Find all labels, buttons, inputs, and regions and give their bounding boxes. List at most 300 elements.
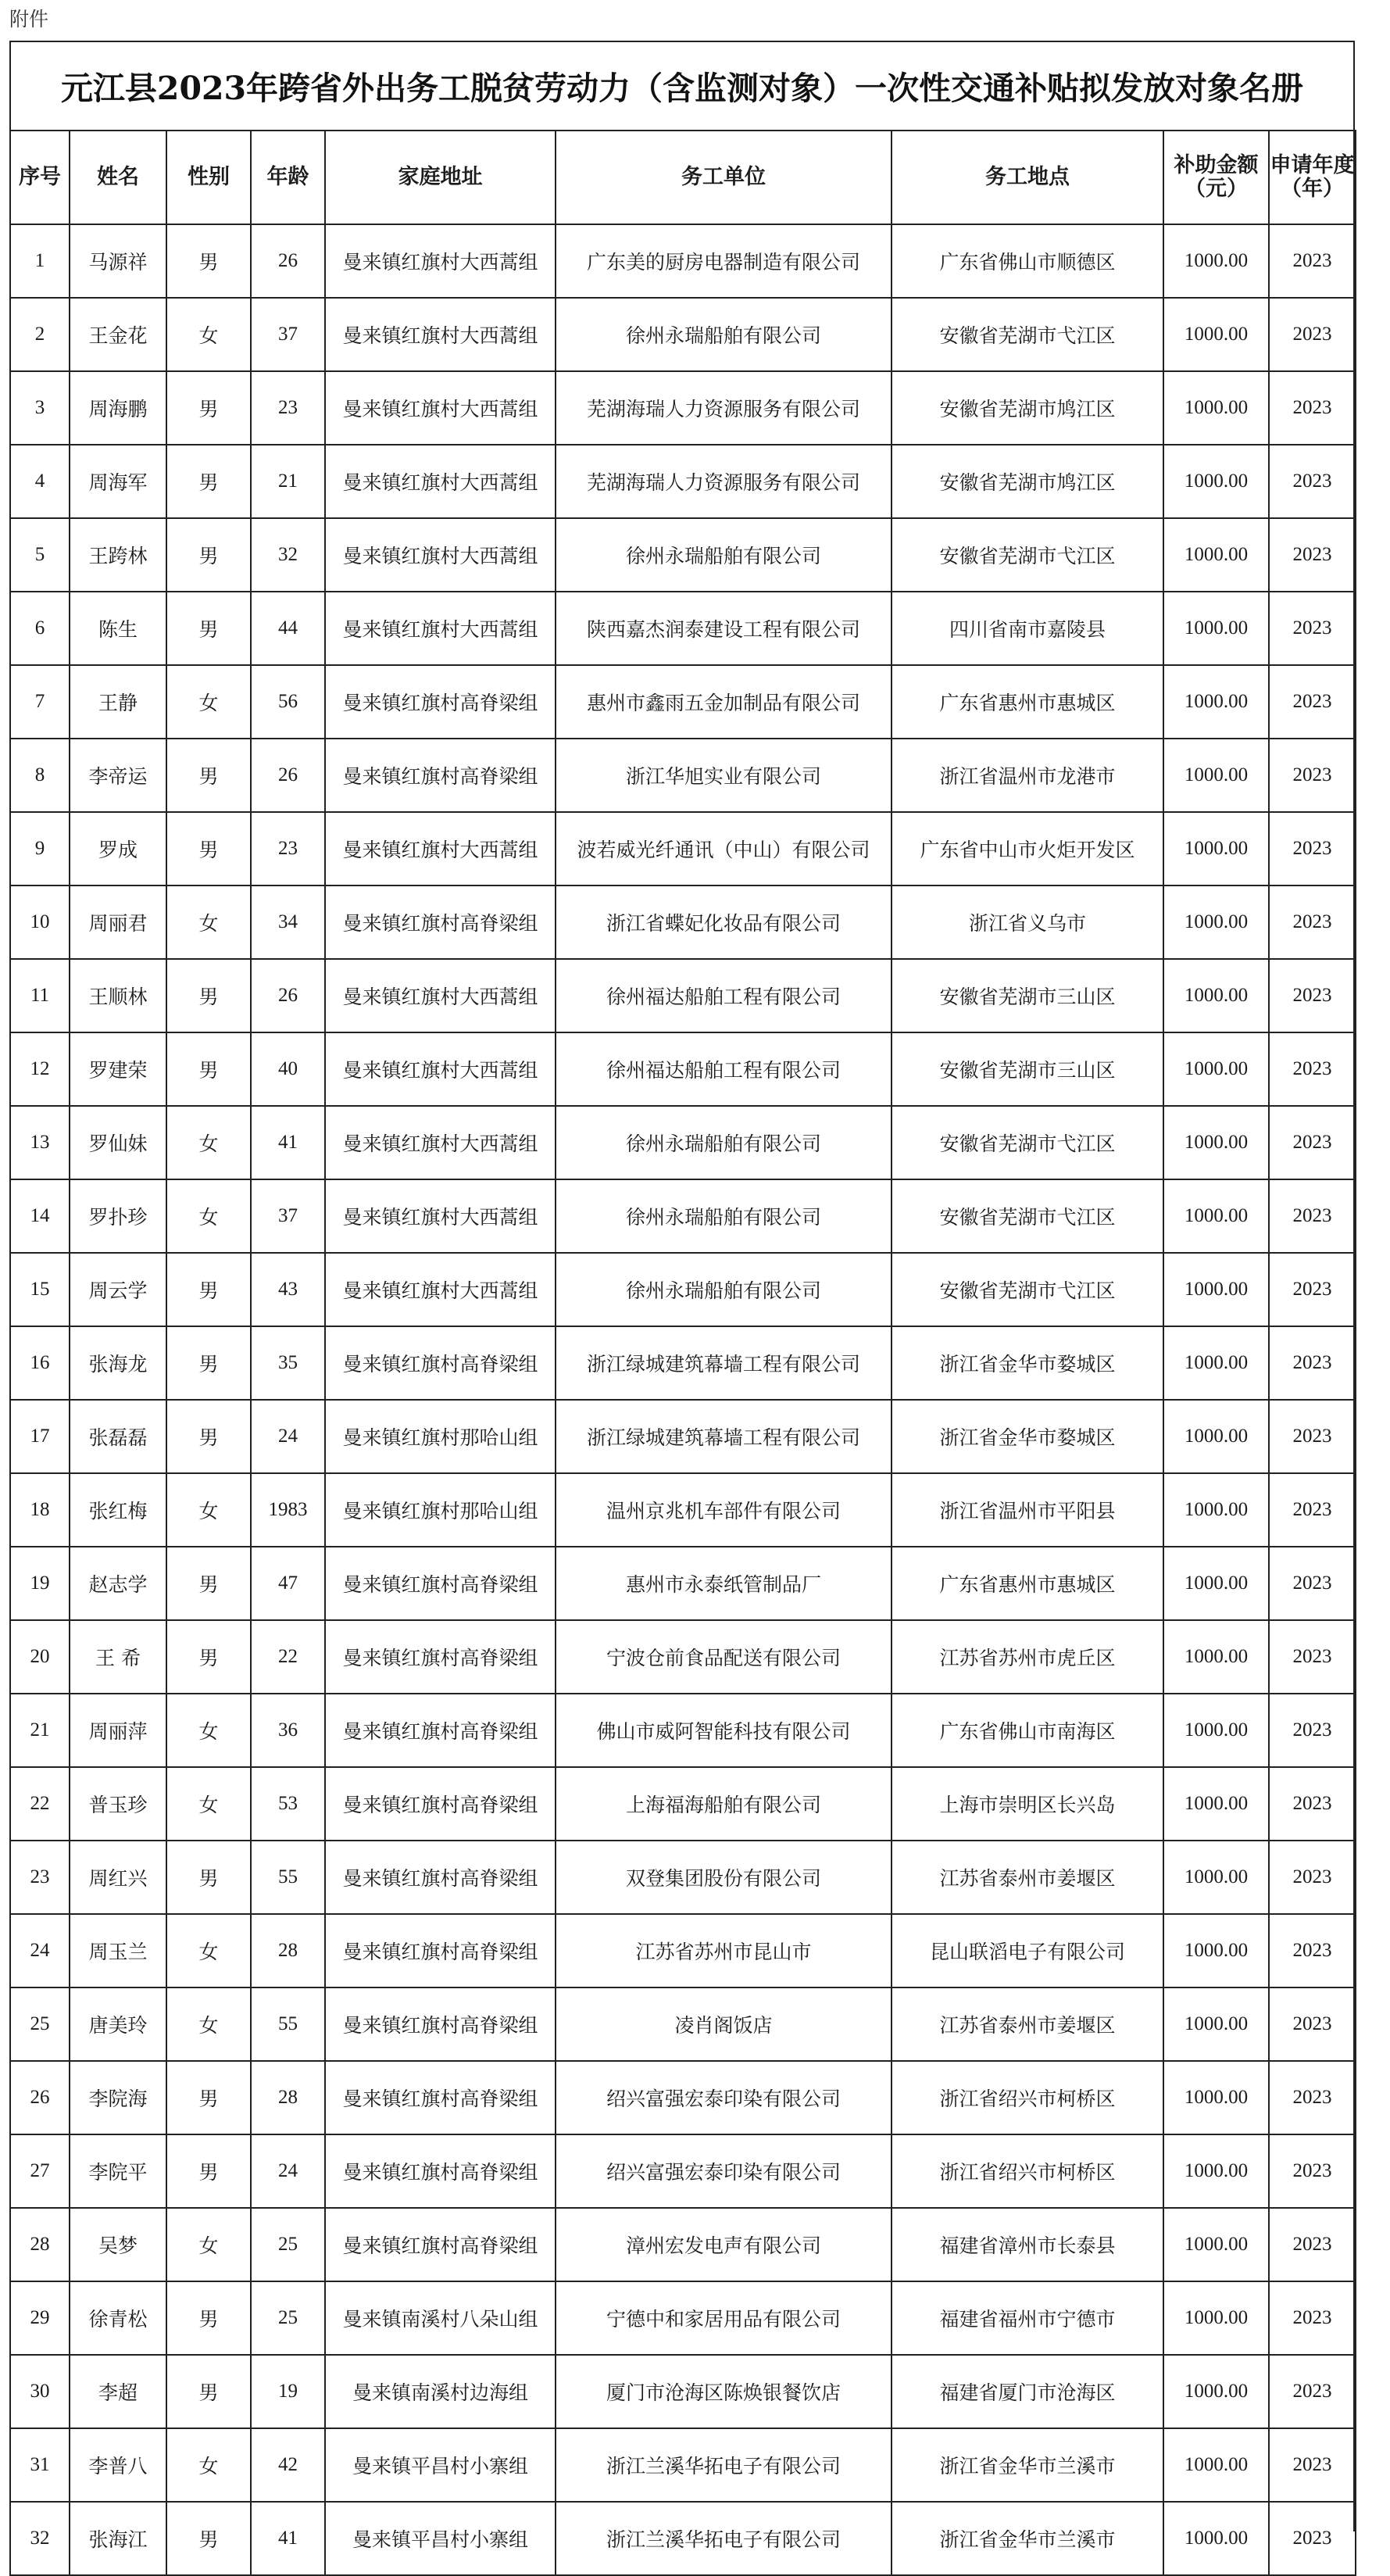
cell-amount: 1000.00 [1163,2061,1269,2134]
cell-address: 曼来镇红旗村高脊梁组 [325,739,556,812]
table-row [10,2281,1356,2355]
table-row [10,1400,1356,1473]
cell-company: 广东美的厨房电器制造有限公司 [556,224,892,298]
cell-address: 曼来镇平昌村小寨组 [325,2502,556,2575]
cell-year: 2023 [1269,298,1356,371]
cell-address: 曼来镇红旗村高脊梁组 [325,1841,556,1914]
cell-address: 曼来镇红旗村高脊梁组 [325,2061,556,2134]
cell-seq: 32 [10,2502,70,2575]
cell-gender: 男 [166,2281,251,2355]
cell-year: 2023 [1269,1620,1356,1694]
cell-amount: 1000.00 [1163,886,1269,959]
cell-age: 21 [251,445,325,518]
cell-year: 2023 [1269,1253,1356,1326]
cell-year: 2023 [1269,1841,1356,1914]
cell-age: 1983 [251,1473,325,1547]
cell-seq: 6 [10,592,70,665]
cell-address: 曼来镇红旗村高脊梁组 [325,1914,556,1987]
cell-company: 浙江省蝶妃化妆品有限公司 [556,886,892,959]
cell-gender: 男 [166,592,251,665]
cell-location: 浙江省金华市兰溪市 [892,2502,1163,2575]
cell-location: 浙江省金华市婺城区 [892,1400,1163,1473]
cell-name: 张磊磊 [70,1400,166,1473]
cell-company: 徐州永瑞船舶有限公司 [556,1106,892,1179]
cell-age: 44 [251,592,325,665]
cell-location: 安徽省芜湖市三山区 [892,959,1163,1032]
cell-name: 王 希 [70,1620,166,1694]
cell-name: 周红兴 [70,1841,166,1914]
cell-seq: 17 [10,1400,70,1473]
cell-location: 广东省佛山市顺德区 [892,224,1163,298]
cell-location: 安徽省芜湖市弋江区 [892,1179,1163,1253]
table-row [10,1106,1356,1179]
cell-seq: 18 [10,1473,70,1547]
cell-name: 李普八 [70,2428,166,2502]
cell-address: 曼来镇红旗村大西蒿组 [325,1032,556,1106]
cell-address: 曼来镇红旗村高脊梁组 [325,2208,556,2281]
cell-year: 2023 [1269,518,1356,592]
cell-gender: 男 [166,2061,251,2134]
cell-company: 浙江兰溪华拓电子有限公司 [556,2502,892,2575]
cell-location: 昆山联滔电子有限公司 [892,1914,1163,1987]
cell-company: 徐州永瑞船舶有限公司 [556,298,892,371]
cell-address: 曼来镇红旗村大西蒿组 [325,298,556,371]
table-row [10,1326,1356,1400]
cell-amount: 1000.00 [1163,1326,1269,1400]
cell-address: 曼来镇红旗村大西蒿组 [325,518,556,592]
document-title: 元江县2023年跨省外出务工脱贫劳动力（含监测对象）一次性交通补贴拟发放对象名册 [60,69,1304,107]
cell-location: 安徽省芜湖市鸠江区 [892,445,1163,518]
cell-amount: 1000.00 [1163,1032,1269,1106]
cell-year: 2023 [1269,1106,1356,1179]
cell-amount: 1000.00 [1163,1767,1269,1841]
table-row [10,1841,1356,1914]
cell-seq: 29 [10,2281,70,2355]
cell-age: 34 [251,886,325,959]
cell-address: 曼来镇红旗村高脊梁组 [325,665,556,739]
table-row [10,1987,1356,2061]
cell-amount: 1000.00 [1163,1473,1269,1547]
cell-year: 2023 [1269,2502,1356,2575]
cell-gender: 女 [166,1106,251,1179]
cell-location: 浙江省温州市平阳县 [892,1473,1163,1547]
cell-gender: 男 [166,2502,251,2575]
cell-amount: 1000.00 [1163,1987,1269,2061]
cell-name: 周云学 [70,1253,166,1326]
cell-gender: 男 [166,518,251,592]
cell-seq: 22 [10,1767,70,1841]
table-row [10,812,1356,886]
table-row [10,739,1356,812]
cell-amount: 1000.00 [1163,2208,1269,2281]
cell-address: 曼来镇南溪村边海组 [325,2355,556,2428]
cell-address: 曼来镇红旗村高脊梁组 [325,886,556,959]
table-row [10,2428,1356,2502]
cell-address: 曼来镇红旗村高脊梁组 [325,1767,556,1841]
cell-gender: 女 [166,2428,251,2502]
cell-location: 福建省漳州市长泰县 [892,2208,1163,2281]
cell-company: 厦门市沧海区陈焕银餐饮店 [556,2355,892,2428]
cell-amount: 1000.00 [1163,1253,1269,1326]
header-location: 务工地点 [892,131,1163,224]
cell-name: 普玉珍 [70,1767,166,1841]
cell-gender: 女 [166,1767,251,1841]
cell-company: 徐州永瑞船舶有限公司 [556,1179,892,1253]
cell-name: 赵志学 [70,1547,166,1620]
cell-name: 周丽萍 [70,1694,166,1767]
cell-age: 37 [251,1179,325,1253]
cell-year: 2023 [1269,1547,1356,1620]
cell-age: 42 [251,2428,325,2502]
cell-age: 43 [251,1253,325,1326]
table-row [10,959,1356,1032]
cell-gender: 女 [166,665,251,739]
cell-location: 浙江省金华市兰溪市 [892,2428,1163,2502]
cell-year: 2023 [1269,592,1356,665]
cell-gender: 男 [166,812,251,886]
cell-seq: 15 [10,1253,70,1326]
table-row [10,886,1356,959]
table-row [10,1767,1356,1841]
cell-company: 凌肖阁饭店 [556,1987,892,2061]
cell-year: 2023 [1269,1400,1356,1473]
cell-age: 53 [251,1767,325,1841]
cell-year: 2023 [1269,2061,1356,2134]
cell-year: 2023 [1269,2355,1356,2428]
cell-name: 李帝运 [70,739,166,812]
cell-location: 四川省南市嘉陵县 [892,592,1163,665]
table-body [10,224,1356,2575]
cell-age: 55 [251,1987,325,2061]
header-year: 申请年度（年） [1269,131,1356,224]
cell-year: 2023 [1269,1767,1356,1841]
cell-location: 广东省中山市火炬开发区 [892,812,1163,886]
cell-seq: 7 [10,665,70,739]
cell-name: 罗扑珍 [70,1179,166,1253]
cell-name: 王静 [70,665,166,739]
cell-year: 2023 [1269,959,1356,1032]
cell-company: 漳州宏发电声有限公司 [556,2208,892,2281]
cell-seq: 10 [10,886,70,959]
cell-company: 宁德中和家居用品有限公司 [556,2281,892,2355]
cell-age: 41 [251,2502,325,2575]
cell-amount: 1000.00 [1163,665,1269,739]
cell-name: 李超 [70,2355,166,2428]
table-row [10,224,1356,298]
cell-gender: 男 [166,959,251,1032]
cell-gender: 男 [166,371,251,445]
cell-company: 陕西嘉杰润泰建设工程有限公司 [556,592,892,665]
cell-amount: 1000.00 [1163,1694,1269,1767]
cell-address: 曼来镇红旗村高脊梁组 [325,1620,556,1694]
cell-amount: 1000.00 [1163,1547,1269,1620]
cell-address: 曼来镇红旗村那哈山组 [325,1473,556,1547]
cell-company: 双登集团股份有限公司 [556,1841,892,1914]
cell-seq: 13 [10,1106,70,1179]
cell-location: 安徽省芜湖市三山区 [892,1032,1163,1106]
cell-company: 波若威光纤通讯（中山）有限公司 [556,812,892,886]
cell-company: 佛山市威阿智能科技有限公司 [556,1694,892,1767]
cell-age: 37 [251,298,325,371]
cell-amount: 1000.00 [1163,371,1269,445]
cell-address: 曼来镇红旗村高脊梁组 [325,1694,556,1767]
table-row [10,1620,1356,1694]
cell-address: 曼来镇红旗村大西蒿组 [325,1253,556,1326]
cell-company: 浙江绿城建筑幕墙工程有限公司 [556,1400,892,1473]
cell-name: 周海军 [70,445,166,518]
cell-name: 王顺林 [70,959,166,1032]
cell-amount: 1000.00 [1163,2355,1269,2428]
table-row [10,2061,1356,2134]
cell-seq: 20 [10,1620,70,1694]
cell-amount: 1000.00 [1163,518,1269,592]
cell-location: 安徽省芜湖市鸠江区 [892,371,1163,445]
cell-seq: 31 [10,2428,70,2502]
cell-company: 惠州市永泰纸管制品厂 [556,1547,892,1620]
cell-seq: 30 [10,2355,70,2428]
cell-age: 28 [251,1914,325,1987]
table-row [10,1179,1356,1253]
cell-gender: 女 [166,886,251,959]
cell-company: 徐州永瑞船舶有限公司 [556,1253,892,1326]
header-gender: 性别 [166,131,251,224]
cell-amount: 1000.00 [1163,959,1269,1032]
cell-company: 徐州永瑞船舶有限公司 [556,518,892,592]
cell-amount: 1000.00 [1163,1620,1269,1694]
cell-name: 周玉兰 [70,1914,166,1987]
cell-address: 曼来镇红旗村大西蒿组 [325,224,556,298]
cell-amount: 1000.00 [1163,739,1269,812]
cell-location: 安徽省芜湖市弋江区 [892,1106,1163,1179]
cell-gender: 男 [166,1032,251,1106]
header-amount: 补助金额（元） [1163,131,1269,224]
table-row [10,1694,1356,1767]
cell-name: 罗成 [70,812,166,886]
cell-name: 李院平 [70,2134,166,2208]
cell-gender: 女 [166,1694,251,1767]
table-row [10,2355,1356,2428]
cell-seq: 28 [10,2208,70,2281]
cell-location: 广东省惠州市惠城区 [892,665,1163,739]
cell-amount: 1000.00 [1163,445,1269,518]
cell-age: 41 [251,1106,325,1179]
header-address: 家庭地址 [325,131,556,224]
header-name: 姓名 [70,131,166,224]
cell-age: 36 [251,1694,325,1767]
cell-name: 周海鹏 [70,371,166,445]
cell-company: 徐州福达船舶工程有限公司 [556,1032,892,1106]
header-company: 务工单位 [556,131,892,224]
cell-age: 25 [251,2208,325,2281]
cell-location: 安徽省芜湖市弋江区 [892,518,1163,592]
cell-name: 周丽君 [70,886,166,959]
cell-address: 曼来镇红旗村高脊梁组 [325,2134,556,2208]
cell-company: 绍兴富强宏泰印染有限公司 [556,2134,892,2208]
cell-name: 王金花 [70,298,166,371]
cell-location: 福建省厦门市沧海区 [892,2355,1163,2428]
cell-seq: 8 [10,739,70,812]
cell-address: 曼来镇红旗村高脊梁组 [325,1326,556,1400]
cell-year: 2023 [1269,371,1356,445]
cell-gender: 男 [166,1620,251,1694]
cell-company: 徐州福达船舶工程有限公司 [556,959,892,1032]
cell-amount: 1000.00 [1163,2281,1269,2355]
cell-name: 罗仙妹 [70,1106,166,1179]
cell-gender: 女 [166,1473,251,1547]
cell-location: 福建省福州市宁德市 [892,2281,1163,2355]
cell-gender: 女 [166,1179,251,1253]
cell-year: 2023 [1269,1326,1356,1400]
cell-seq: 3 [10,371,70,445]
table-row [10,1914,1356,1987]
cell-company: 江苏省苏州市昆山市 [556,1914,892,1987]
cell-address: 曼来镇红旗村大西蒿组 [325,812,556,886]
cell-address: 曼来镇南溪村八朵山组 [325,2281,556,2355]
cell-seq: 24 [10,1914,70,1987]
cell-location: 上海市崇明区长兴岛 [892,1767,1163,1841]
cell-seq: 14 [10,1179,70,1253]
cell-amount: 1000.00 [1163,1914,1269,1987]
cell-year: 2023 [1269,886,1356,959]
cell-address: 曼来镇红旗村大西蒿组 [325,1179,556,1253]
table-row [10,1473,1356,1547]
cell-gender: 男 [166,1326,251,1400]
cell-gender: 女 [166,1987,251,2061]
cell-company: 绍兴富强宏泰印染有限公司 [556,2061,892,2134]
cell-gender: 女 [166,2208,251,2281]
cell-name: 张海龙 [70,1326,166,1400]
cell-name: 罗建荣 [70,1032,166,1106]
cell-address: 曼来镇红旗村大西蒿组 [325,445,556,518]
cell-address: 曼来镇红旗村高脊梁组 [325,1987,556,2061]
cell-gender: 男 [166,224,251,298]
table-row [10,2208,1356,2281]
attachment-label: 附件 [9,8,49,30]
cell-year: 2023 [1269,1694,1356,1767]
cell-address: 曼来镇红旗村高脊梁组 [325,1547,556,1620]
cell-age: 26 [251,224,325,298]
cell-amount: 1000.00 [1163,1841,1269,1914]
cell-gender: 男 [166,1253,251,1326]
table-row [10,298,1356,371]
cell-year: 2023 [1269,812,1356,886]
cell-location: 江苏省泰州市姜堰区 [892,1841,1163,1914]
cell-gender: 男 [166,2134,251,2208]
cell-year: 2023 [1269,2134,1356,2208]
cell-age: 24 [251,1400,325,1473]
cell-seq: 16 [10,1326,70,1400]
cell-name: 王跨林 [70,518,166,592]
cell-year: 2023 [1269,1914,1356,1987]
cell-age: 35 [251,1326,325,1400]
cell-company: 宁波仓前食品配送有限公司 [556,1620,892,1694]
cell-seq: 5 [10,518,70,592]
cell-gender: 男 [166,2355,251,2428]
cell-location: 浙江省绍兴市柯桥区 [892,2061,1163,2134]
cell-seq: 21 [10,1694,70,1767]
cell-gender: 男 [166,445,251,518]
header-age: 年龄 [251,131,325,224]
cell-year: 2023 [1269,1987,1356,2061]
cell-seq: 27 [10,2134,70,2208]
cell-company: 芜湖海瑞人力资源服务有限公司 [556,371,892,445]
table-row [10,445,1356,518]
cell-year: 2023 [1269,224,1356,298]
cell-year: 2023 [1269,665,1356,739]
cell-year: 2023 [1269,445,1356,518]
cell-year: 2023 [1269,739,1356,812]
cell-seq: 2 [10,298,70,371]
cell-age: 26 [251,739,325,812]
cell-seq: 9 [10,812,70,886]
table-row [10,1032,1356,1106]
cell-age: 56 [251,665,325,739]
cell-address: 曼来镇红旗村那哈山组 [325,1400,556,1473]
cell-name: 徐青松 [70,2281,166,2355]
cell-name: 陈生 [70,592,166,665]
cell-age: 40 [251,1032,325,1106]
cell-amount: 1000.00 [1163,812,1269,886]
table-row [10,2134,1356,2208]
cell-year: 2023 [1269,1179,1356,1253]
cell-seq: 1 [10,224,70,298]
cell-seq: 26 [10,2061,70,2134]
cell-seq: 23 [10,1841,70,1914]
cell-gender: 女 [166,1914,251,1987]
cell-amount: 1000.00 [1163,224,1269,298]
cell-address: 曼来镇红旗村大西蒿组 [325,592,556,665]
header-seq: 序号 [10,131,70,224]
cell-company: 温州京兆机车部件有限公司 [556,1473,892,1547]
table-row [10,371,1356,445]
cell-name: 张海江 [70,2502,166,2575]
cell-name: 唐美玲 [70,1987,166,2061]
subsidy-roster-table [9,130,1356,2576]
cell-amount: 1000.00 [1163,592,1269,665]
cell-address: 曼来镇红旗村大西蒿组 [325,959,556,1032]
cell-age: 23 [251,371,325,445]
cell-amount: 1000.00 [1163,1106,1269,1179]
cell-company: 浙江华旭实业有限公司 [556,739,892,812]
cell-location: 广东省惠州市惠城区 [892,1547,1163,1620]
cell-company: 芜湖海瑞人力资源服务有限公司 [556,445,892,518]
cell-location: 广东省佛山市南海区 [892,1694,1163,1767]
cell-location: 江苏省泰州市姜堰区 [892,1987,1163,2061]
cell-company: 浙江绿城建筑幕墙工程有限公司 [556,1326,892,1400]
cell-location: 浙江省义乌市 [892,886,1163,959]
cell-address: 曼来镇平昌村小寨组 [325,2428,556,2502]
cell-year: 2023 [1269,1473,1356,1547]
cell-location: 浙江省绍兴市柯桥区 [892,2134,1163,2208]
cell-age: 25 [251,2281,325,2355]
cell-gender: 男 [166,739,251,812]
cell-location: 浙江省温州市龙港市 [892,739,1163,812]
cell-age: 22 [251,1620,325,1694]
cell-location: 安徽省芜湖市弋江区 [892,1253,1163,1326]
cell-amount: 1000.00 [1163,2428,1269,2502]
cell-address: 曼来镇红旗村大西蒿组 [325,1106,556,1179]
cell-age: 28 [251,2061,325,2134]
cell-seq: 4 [10,445,70,518]
cell-amount: 1000.00 [1163,1179,1269,1253]
cell-location: 江苏省苏州市虎丘区 [892,1620,1163,1694]
cell-seq: 11 [10,959,70,1032]
cell-company: 浙江兰溪华拓电子有限公司 [556,2428,892,2502]
cell-amount: 1000.00 [1163,1400,1269,1473]
table-row [10,2502,1356,2575]
cell-name: 马源祥 [70,224,166,298]
table-row [10,1253,1356,1326]
